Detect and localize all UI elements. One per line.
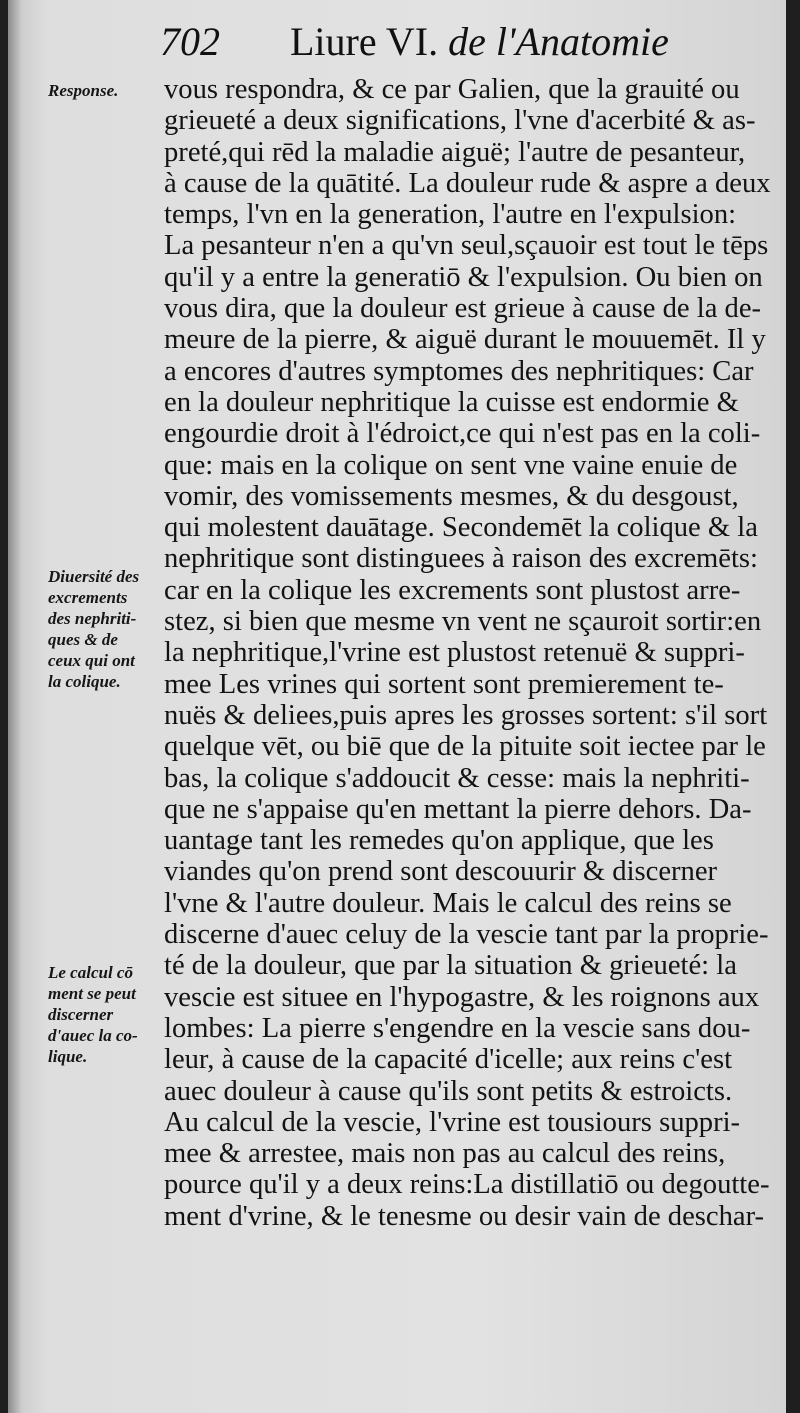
page-number: 702: [160, 19, 220, 64]
running-head: [290, 18, 669, 65]
text-line: l'vne & l'autre douleur. Mais le calcul des reins se: [164, 887, 732, 919]
margin-note-line: la colique.: [48, 672, 121, 691]
margin-note-line: des nephriti-: [48, 609, 137, 628]
text-line: temps, l'vn en la generation, l'autre en l'expulsion:: [164, 199, 737, 231]
text-line: leur, à cause de la capacité d'icelle; aux reins c'est: [164, 1044, 733, 1076]
main-text-block: [164, 74, 771, 1232]
text-line: à cause de la quātité. La douleur rude & aspre a deux: [164, 167, 771, 199]
margin-note-line: lique.: [48, 1047, 88, 1066]
text-line: meure de la pierre, & aiguë durant le mouuemēt. Il y: [164, 324, 766, 356]
text-line: qui molestent dauātage. Secondemēt la colique & la: [164, 512, 758, 544]
page-header: [160, 14, 720, 70]
margin-note-line: Diuersité des: [48, 567, 140, 586]
margin-note-line: Response.: [48, 81, 119, 100]
text-line: bas, la colique s'addoucit & cesse: mais la nephriti-: [164, 762, 750, 794]
text-line: grieueté a deux significations, l'vne d'acerbité & as-: [164, 105, 756, 137]
text-line: discerne d'auec celuy de la vescie tant par la proprie-: [164, 919, 769, 951]
text-line: ment d'vrine, & le tenesme ou desir vain de deschar-: [164, 1200, 765, 1232]
text-line: stez, si bien que mesme vn vent ne sçauroit sortir:en: [164, 606, 762, 638]
margin-note-calcul: [48, 962, 168, 1067]
text-line: té de la douleur, que par la situation & grieueté: la: [164, 950, 737, 982]
text-line: a encores d'autres symptomes des nephritiques: Car: [164, 355, 754, 387]
text-line: vomir, des vomissements mesmes, & du desgoust,: [164, 480, 739, 512]
text-line: que: mais en la colique on sent vne vaine enuie de: [164, 449, 738, 481]
text-line: auec douleur à cause qu'ils sont petits & estroicts.: [164, 1075, 733, 1107]
running-head-italic: de l'Anatomie: [448, 19, 669, 64]
text-line: quelque vēt, ou biē que de la pituite soit iectee par le: [164, 731, 766, 763]
text-line: pource qu'il y a deux reins:La distillatiō ou degoutte-: [164, 1169, 770, 1201]
text-line: la nephritique,l'vrine est plustost retenuë & suppri-: [164, 637, 745, 669]
text-line: nuës & deliees,puis apres les grosses sortent: s'il sort: [164, 699, 768, 731]
text-line: Au calcul de la vescie, l'vrine est tousiours suppri-: [164, 1106, 741, 1138]
text-line: en la douleur nephritique la cuisse est endormie &: [164, 386, 739, 418]
margin-note-line: ment se peut: [48, 984, 136, 1003]
margin-note-response: [48, 80, 168, 101]
margin-note-line: ques & de: [48, 630, 118, 649]
margin-note-line: ceux qui ont: [48, 651, 135, 670]
text-line: uantage tant les remedes qu'on applique, que les: [164, 825, 714, 857]
margin-note-line: discerner: [48, 1005, 114, 1024]
text-line: mee Les vrines qui sortent sont premierement te-: [164, 668, 724, 700]
book-page: [8, 0, 786, 1413]
margin-note-diuersite: [48, 566, 168, 692]
text-line: que ne s'appaise qu'en mettant la pierre dehors. Da-: [164, 793, 752, 825]
text-line: car en la colique les excrements sont plustost arre-: [164, 574, 741, 606]
text-line: qu'il y a entre la generatiō & l'expulsion. Ou bien on: [164, 261, 763, 293]
margin-notes: [48, 0, 168, 1413]
text-line: lombes: La pierre s'engendre en la vescie sans dou-: [164, 1012, 751, 1044]
text-line: La pesanteur n'en a qu'vn seul,sçauoir est tout le tēps: [164, 230, 769, 262]
running-head-roman: Liure VI.: [290, 19, 439, 64]
text-line: vous dira, que la douleur est grieue à cause de la de-: [164, 293, 762, 325]
text-line: vescie est situee en l'hypogastre, & les roignons aux: [164, 981, 760, 1013]
text-line: viandes qu'on prend sont descouurir & discerner: [164, 856, 718, 888]
margin-note-line: excrements: [48, 588, 128, 607]
text-line: preté,qui rēd la maladie aiguë; l'autre de pesanteur,: [164, 136, 746, 168]
margin-note-line: d'auec la co-: [48, 1026, 138, 1045]
text-line: nephritique sont distinguees à raison des excremēts:: [164, 543, 758, 575]
text-line: engourdie droit à l'édroict,ce qui n'est pas en la coli-: [164, 418, 761, 450]
text-line: mee & arrestee, mais non pas au calcul des reins,: [164, 1138, 726, 1170]
margin-note-line: Le calcul cō: [48, 963, 133, 982]
text-line: vous respondra, & ce par Galien, que la grauité ou: [164, 74, 740, 105]
